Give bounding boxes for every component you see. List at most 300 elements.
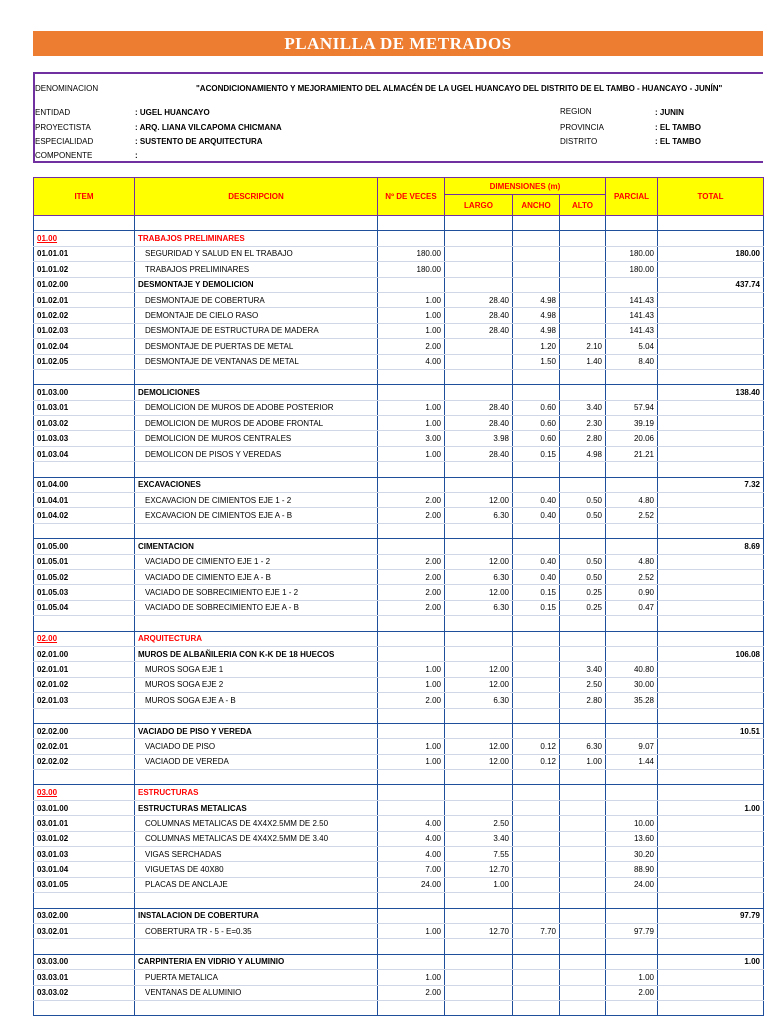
ancho-cell	[513, 616, 560, 631]
ancho-cell: 0.12	[513, 754, 560, 769]
ancho-cell	[513, 539, 560, 554]
desc-cell: DEMOLICION DE MUROS DE ADOBE POSTERIOR	[135, 400, 378, 415]
ancho-cell: 0.40	[513, 554, 560, 569]
largo-cell	[445, 262, 513, 277]
alto-cell	[560, 847, 606, 862]
parcial-cell	[606, 369, 658, 384]
alto-cell: 4.98	[560, 446, 606, 461]
largo-cell	[445, 970, 513, 985]
desc-cell: EXCAVACION DE CIMIENTOS EJE A - B	[135, 508, 378, 523]
largo-cell	[445, 539, 513, 554]
alto-cell	[560, 631, 606, 646]
veces-cell: 1.00	[378, 739, 445, 754]
veces-cell: 2.00	[378, 985, 445, 1000]
desc-cell: DEMOLICION DE MUROS CENTRALES	[135, 431, 378, 446]
veces-cell	[378, 385, 445, 400]
largo-cell	[445, 646, 513, 661]
desc-cell: EXCAVACIONES	[135, 477, 378, 492]
alto-cell	[560, 292, 606, 307]
largo-cell	[445, 708, 513, 723]
item-cell: 02.02.02	[34, 754, 135, 769]
desc-cell: DESMONTAJE Y DEMOLICION	[135, 277, 378, 292]
veces-cell: 4.00	[378, 847, 445, 862]
alto-cell: 1.40	[560, 354, 606, 369]
parcial-cell: 57.94	[606, 400, 658, 415]
table-row	[34, 292, 764, 307]
largo-cell	[445, 939, 513, 954]
largo-cell: 6.30	[445, 569, 513, 584]
total-cell	[658, 754, 764, 769]
desc-cell: DESMONTAJE DE PUERTAS DE METAL	[135, 339, 378, 354]
largo-cell: 6.30	[445, 508, 513, 523]
parcial-cell: 4.80	[606, 554, 658, 569]
blank-row	[34, 616, 764, 631]
alto-cell: 0.50	[560, 554, 606, 569]
ancho-cell	[513, 847, 560, 862]
alto-cell: 2.50	[560, 677, 606, 692]
ancho-cell: 1.50	[513, 354, 560, 369]
total-cell	[658, 708, 764, 723]
desc-cell: MUROS SOGA EJE 2	[135, 677, 378, 692]
desc-cell: DEMONTAJE DE CIELO RASO	[135, 308, 378, 323]
blank-row	[34, 1000, 764, 1015]
col-veces: Nº DE VECES	[378, 178, 445, 216]
table-row	[34, 877, 764, 892]
largo-cell	[445, 354, 513, 369]
largo-cell	[445, 246, 513, 261]
desc-cell: ESTRUCTURAS	[135, 785, 378, 800]
alto-cell	[560, 616, 606, 631]
parcial-cell: 5.04	[606, 339, 658, 354]
ancho-cell	[513, 723, 560, 738]
largo-cell	[445, 785, 513, 800]
parcial-cell: 30.00	[606, 677, 658, 692]
item-cell: 02.01.02	[34, 677, 135, 692]
veces-cell	[378, 800, 445, 815]
veces-cell	[378, 893, 445, 908]
total-cell	[658, 339, 764, 354]
item-cell: 01.02.01	[34, 292, 135, 307]
denominacion-value: "ACONDICIONAMIENTO Y MEJORAMIENTO DEL ALMACÉN DE LA UGEL HUANCAYO DEL DISTRITO DE EL TAMBO - HUANCAYO - JUNÍN"	[196, 84, 723, 93]
parcial-cell: 0.47	[606, 600, 658, 615]
largo-cell: 3.40	[445, 831, 513, 846]
parcial-cell	[606, 723, 658, 738]
ancho-cell	[513, 800, 560, 815]
desc-cell: PUERTA METALICA	[135, 970, 378, 985]
largo-cell	[445, 462, 513, 477]
distrito-label: DISTRITO	[560, 137, 598, 146]
total-cell: 7.32	[658, 477, 764, 492]
desc-cell	[135, 1000, 378, 1015]
item-cell: 01.05.01	[34, 554, 135, 569]
largo-cell: 12.00	[445, 493, 513, 508]
desc-cell: DEMOLICIONES	[135, 385, 378, 400]
veces-cell: 2.00	[378, 339, 445, 354]
parcial-cell: 39.19	[606, 416, 658, 431]
item-cell: 01.05.04	[34, 600, 135, 615]
veces-cell	[378, 216, 445, 231]
parcial-cell: 1.00	[606, 970, 658, 985]
alto-cell	[560, 523, 606, 538]
table-row	[34, 816, 764, 831]
table-row	[34, 831, 764, 846]
alto-cell: 0.50	[560, 569, 606, 584]
item-cell: 01.01.01	[34, 246, 135, 261]
parcial-cell	[606, 785, 658, 800]
table-row	[34, 308, 764, 323]
alto-cell	[560, 785, 606, 800]
ancho-cell	[513, 662, 560, 677]
ancho-cell: 0.60	[513, 416, 560, 431]
parcial-cell: 2.52	[606, 569, 658, 584]
veces-cell: 2.00	[378, 493, 445, 508]
parcial-cell	[606, 631, 658, 646]
desc-cell: TRABAJOS PRELIMINARES	[135, 262, 378, 277]
alto-cell: 6.30	[560, 739, 606, 754]
alto-cell	[560, 908, 606, 923]
ancho-cell: 4.98	[513, 292, 560, 307]
metrados-table	[33, 177, 764, 1016]
table-row	[34, 985, 764, 1000]
largo-cell	[445, 523, 513, 538]
ancho-cell	[513, 893, 560, 908]
blank-row	[34, 708, 764, 723]
item-cell: 01.03.01	[34, 400, 135, 415]
blank-row	[34, 893, 764, 908]
veces-cell: 1.00	[378, 292, 445, 307]
parcial-cell: 13.60	[606, 831, 658, 846]
parcial-cell: 21.21	[606, 446, 658, 461]
desc-cell: DESMONTAJE DE ESTRUCTURA DE MADERA	[135, 323, 378, 338]
veces-cell: 180.00	[378, 262, 445, 277]
parcial-cell	[606, 1000, 658, 1015]
item-cell: 03.02.00	[34, 908, 135, 923]
desc-cell: CARPINTERIA EN VIDRIO Y ALUMINIO	[135, 954, 378, 969]
largo-cell	[445, 723, 513, 738]
desc-cell: VACIADO DE CIMIENTO EJE 1 - 2	[135, 554, 378, 569]
distrito-value: : EL TAMBO	[655, 137, 701, 146]
ancho-cell	[513, 862, 560, 877]
proyectista-label: PROYECTISTA	[35, 123, 91, 132]
item-cell: 03.02.01	[34, 923, 135, 938]
desc-cell: MUROS SOGA EJE A - B	[135, 693, 378, 708]
table-row	[34, 354, 764, 369]
total-cell	[658, 600, 764, 615]
parcial-cell: 2.00	[606, 985, 658, 1000]
largo-cell	[445, 277, 513, 292]
veces-cell: 2.00	[378, 569, 445, 584]
ancho-cell	[513, 785, 560, 800]
ancho-cell	[513, 385, 560, 400]
ancho-cell: 0.40	[513, 508, 560, 523]
total-cell	[658, 893, 764, 908]
total-cell	[658, 631, 764, 646]
desc-cell: DESMONTAJE DE COBERTURA	[135, 292, 378, 307]
total-cell	[658, 862, 764, 877]
table-row	[34, 554, 764, 569]
largo-cell	[445, 216, 513, 231]
item-cell: 03.03.01	[34, 970, 135, 985]
ancho-cell	[513, 1000, 560, 1015]
largo-cell: 1.00	[445, 877, 513, 892]
total-cell	[658, 770, 764, 785]
table-row	[34, 446, 764, 461]
table-row	[34, 416, 764, 431]
veces-cell: 3.00	[378, 431, 445, 446]
componente-value: :	[135, 151, 138, 160]
ancho-cell	[513, 831, 560, 846]
blank-row	[34, 770, 764, 785]
desc-cell	[135, 770, 378, 785]
total-cell: 1.00	[658, 800, 764, 815]
blank-row	[34, 216, 764, 231]
largo-cell	[445, 770, 513, 785]
alto-cell: 2.80	[560, 431, 606, 446]
item-cell	[34, 369, 135, 384]
desc-cell: VACIADO DE SOBRECIMIENTO EJE 1 - 2	[135, 585, 378, 600]
alto-cell	[560, 954, 606, 969]
desc-cell: PLACAS DE ANCLAJE	[135, 877, 378, 892]
alto-cell	[560, 862, 606, 877]
table-row	[34, 339, 764, 354]
veces-cell: 1.00	[378, 308, 445, 323]
alto-cell	[560, 1000, 606, 1015]
table-row	[34, 847, 764, 862]
table-row	[34, 677, 764, 692]
parcial-cell	[606, 954, 658, 969]
ancho-cell: 4.98	[513, 308, 560, 323]
alto-cell	[560, 708, 606, 723]
total-cell	[658, 400, 764, 415]
alto-cell	[560, 462, 606, 477]
desc-cell	[135, 708, 378, 723]
total-cell: 10.51	[658, 723, 764, 738]
veces-cell: 4.00	[378, 831, 445, 846]
total-cell	[658, 231, 764, 246]
veces-cell: 24.00	[378, 877, 445, 892]
alto-cell	[560, 770, 606, 785]
col-ancho: ANCHO	[513, 195, 560, 216]
item-cell: 03.01.03	[34, 847, 135, 862]
largo-cell: 7.55	[445, 847, 513, 862]
blank-row	[34, 462, 764, 477]
parcial-cell	[606, 908, 658, 923]
total-cell: 138.40	[658, 385, 764, 400]
total-cell	[658, 739, 764, 754]
desc-cell	[135, 616, 378, 631]
alto-cell	[560, 939, 606, 954]
item-cell: 01.04.00	[34, 477, 135, 492]
item-cell: 01.02.04	[34, 339, 135, 354]
alto-cell	[560, 893, 606, 908]
veces-cell	[378, 477, 445, 492]
group-row	[34, 800, 764, 815]
table-row	[34, 262, 764, 277]
largo-cell	[445, 1000, 513, 1015]
veces-cell	[378, 954, 445, 969]
col-dimensiones: DIMENSIONES (m)	[445, 178, 606, 195]
ancho-cell	[513, 693, 560, 708]
parcial-cell	[606, 646, 658, 661]
largo-cell	[445, 800, 513, 815]
parcial-cell: 141.43	[606, 292, 658, 307]
largo-cell: 12.70	[445, 862, 513, 877]
alto-cell	[560, 262, 606, 277]
largo-cell	[445, 477, 513, 492]
chapter-row	[34, 231, 764, 246]
parcial-cell: 9.07	[606, 739, 658, 754]
item-cell: 01.02.02	[34, 308, 135, 323]
desc-cell: ARQUITECTURA	[135, 631, 378, 646]
veces-cell	[378, 631, 445, 646]
veces-cell: 1.00	[378, 970, 445, 985]
parcial-cell: 1.44	[606, 754, 658, 769]
item-cell	[34, 893, 135, 908]
total-cell	[658, 847, 764, 862]
item-cell: 03.01.01	[34, 816, 135, 831]
veces-cell: 1.00	[378, 400, 445, 415]
desc-cell: DEMOLICON DE PISOS Y VEREDAS	[135, 446, 378, 461]
ancho-cell	[513, 646, 560, 661]
entidad-label: ENTIDAD	[35, 108, 71, 117]
largo-cell: 12.00	[445, 662, 513, 677]
parcial-cell: 4.80	[606, 493, 658, 508]
ancho-cell	[513, 216, 560, 231]
veces-cell: 1.00	[378, 323, 445, 338]
veces-cell	[378, 939, 445, 954]
largo-cell: 3.98	[445, 431, 513, 446]
veces-cell: 1.00	[378, 446, 445, 461]
group-row	[34, 477, 764, 492]
table-row	[34, 739, 764, 754]
veces-cell	[378, 369, 445, 384]
ancho-cell: 0.60	[513, 400, 560, 415]
item-cell: 02.00	[34, 631, 135, 646]
total-cell	[658, 923, 764, 938]
item-cell: 02.01.03	[34, 693, 135, 708]
group-row	[34, 723, 764, 738]
total-cell	[658, 831, 764, 846]
item-cell: 01.05.02	[34, 569, 135, 584]
veces-cell: 2.00	[378, 585, 445, 600]
total-cell	[658, 431, 764, 446]
ancho-cell	[513, 262, 560, 277]
table-row	[34, 693, 764, 708]
ancho-cell	[513, 523, 560, 538]
parcial-cell: 2.52	[606, 508, 658, 523]
total-cell: 180.00	[658, 246, 764, 261]
parcial-cell: 180.00	[606, 262, 658, 277]
total-cell	[658, 939, 764, 954]
item-cell: 01.05.00	[34, 539, 135, 554]
item-cell: 01.05.03	[34, 585, 135, 600]
proyectista-value: : ARQ. LIANA VILCAPOMA CHICMANA	[135, 123, 282, 132]
parcial-cell	[606, 462, 658, 477]
veces-cell	[378, 723, 445, 738]
group-row	[34, 539, 764, 554]
alto-cell: 2.30	[560, 416, 606, 431]
parcial-cell: 97.79	[606, 923, 658, 938]
table-row	[34, 923, 764, 938]
item-cell	[34, 462, 135, 477]
ancho-cell: 0.60	[513, 431, 560, 446]
veces-cell	[378, 539, 445, 554]
item-cell: 03.03.02	[34, 985, 135, 1000]
parcial-cell: 24.00	[606, 877, 658, 892]
item-cell: 02.01.01	[34, 662, 135, 677]
desc-cell: VACIADO DE CIMIENTO EJE A - B	[135, 569, 378, 584]
veces-cell	[378, 462, 445, 477]
alto-cell	[560, 385, 606, 400]
parcial-cell: 180.00	[606, 246, 658, 261]
item-cell: 03.01.05	[34, 877, 135, 892]
total-cell	[658, 292, 764, 307]
alto-cell	[560, 216, 606, 231]
total-cell	[658, 985, 764, 1000]
alto-cell: 3.40	[560, 400, 606, 415]
largo-cell: 12.00	[445, 677, 513, 692]
total-cell	[658, 970, 764, 985]
provincia-label: PROVINCIA	[560, 123, 605, 132]
largo-cell	[445, 616, 513, 631]
veces-cell	[378, 708, 445, 723]
veces-cell: 2.00	[378, 693, 445, 708]
parcial-cell	[606, 939, 658, 954]
ancho-cell: 0.12	[513, 739, 560, 754]
ancho-cell	[513, 985, 560, 1000]
especialidad-value: : SUSTENTO DE ARQUITECTURA	[135, 137, 263, 146]
table-row	[34, 600, 764, 615]
especialidad-label: ESPECIALIDAD	[35, 137, 94, 146]
largo-cell: 28.40	[445, 446, 513, 461]
desc-cell: COBERTURA TR - 5 - E=0.35	[135, 923, 378, 938]
item-cell: 01.02.00	[34, 277, 135, 292]
largo-cell	[445, 908, 513, 923]
chapter-row	[34, 785, 764, 800]
ancho-cell	[513, 677, 560, 692]
alto-cell: 3.40	[560, 662, 606, 677]
item-cell	[34, 216, 135, 231]
desc-cell: VENTANAS DE ALUMINIO	[135, 985, 378, 1000]
item-cell	[34, 523, 135, 538]
alto-cell	[560, 985, 606, 1000]
total-cell	[658, 693, 764, 708]
item-cell: 01.03.04	[34, 446, 135, 461]
parcial-cell: 8.40	[606, 354, 658, 369]
alto-cell	[560, 246, 606, 261]
alto-cell: 0.25	[560, 600, 606, 615]
alto-cell: 2.10	[560, 339, 606, 354]
ancho-cell	[513, 462, 560, 477]
ancho-cell: 0.15	[513, 600, 560, 615]
ancho-cell	[513, 246, 560, 261]
total-cell: 437.74	[658, 277, 764, 292]
total-cell	[658, 354, 764, 369]
item-cell	[34, 939, 135, 954]
ancho-cell	[513, 770, 560, 785]
veces-cell	[378, 523, 445, 538]
ancho-cell: 1.20	[513, 339, 560, 354]
col-item: ITEM	[34, 178, 135, 216]
desc-cell: ESTRUCTURAS METALICAS	[135, 800, 378, 815]
alto-cell	[560, 231, 606, 246]
item-cell: 01.02.05	[34, 354, 135, 369]
desc-cell: TRABAJOS PRELIMINARES	[135, 231, 378, 246]
veces-cell	[378, 1000, 445, 1015]
table-body	[34, 216, 764, 1016]
largo-cell: 28.40	[445, 400, 513, 415]
table-row	[34, 862, 764, 877]
